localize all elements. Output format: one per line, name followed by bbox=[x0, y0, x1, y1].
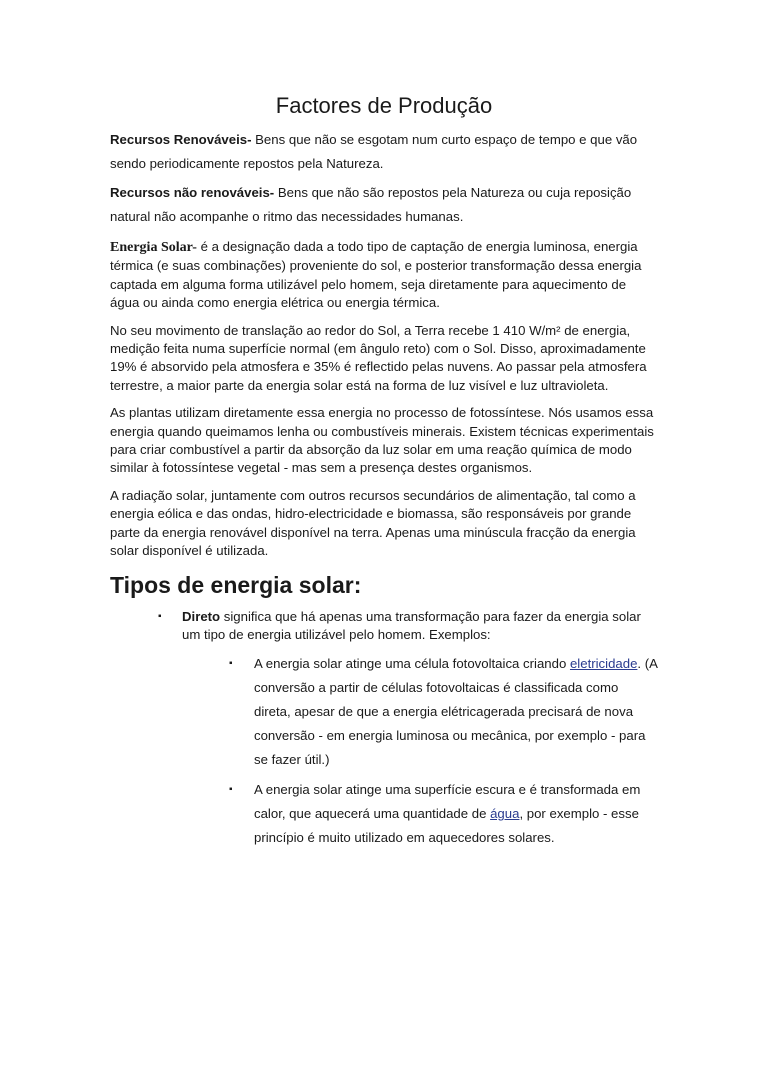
definition-text: Bens que não são repostos pela Natureza ou cuja reposição natural não acompanhe o ritmo das necessidades humanas. bbox=[110, 185, 632, 224]
page-title: Factores de Produção bbox=[275, 93, 493, 118]
definition-term: Recursos Renováveis- bbox=[110, 132, 252, 147]
link-agua[interactable]: água bbox=[490, 806, 520, 822]
section-heading: Tipos de energia solar: bbox=[110, 571, 362, 598]
document-content bbox=[110, 92, 658, 854]
square-bullet-icon: ▪ bbox=[158, 610, 162, 622]
list-item-direct bbox=[110, 608, 658, 645]
square-bullet-icon: ▪ bbox=[229, 784, 233, 796]
example-text: A energia solar atinge uma superfície escura e é transformada em calor, que aquecerá uma quantidade de bbox=[254, 782, 641, 822]
list-item-text bbox=[182, 609, 641, 642]
example-text: A energia solar atinge uma célula fotovoltaica criando bbox=[254, 656, 570, 672]
list-item-text bbox=[254, 656, 657, 767]
solar-energy-definition bbox=[110, 238, 658, 313]
list-item-example bbox=[110, 652, 658, 772]
definition-text: é a designação dada a todo tipo de captação de energia luminosa, energia térmica (e suas combinações) proveniente do sol, e posterior transformação dessa energia captada em alguma forma utilizável pelo homem, seja diretamente para aquecimento de água ou ainda como energia elétrica ou energia térmica. bbox=[110, 239, 642, 311]
list-item-text bbox=[254, 782, 640, 845]
list-item-term: Direto bbox=[182, 608, 221, 624]
energy-types-list bbox=[110, 608, 658, 851]
link-eletricidade[interactable]: eletricidade bbox=[569, 656, 638, 672]
paragraph-radiation: A radiação solar, juntamente com outros recursos secundários de alimentação, tal como a energia eólica e das ondas, hidro-electricidade e biomassa, são responsáveis por grande parte da energia renovável disponível na terra. Apenas uma minúscula fracção da energia solar disponível é utilizada. bbox=[110, 487, 636, 559]
square-bullet-icon: ▪ bbox=[229, 658, 233, 670]
example-text: , por exemplo - esse princípio é muito utilizado em aquecedores solares. bbox=[254, 806, 639, 846]
definition-term: Energia Solar- bbox=[110, 240, 197, 255]
definition-text: Bens que não se esgotam num curto espaço de tempo e que vão sendo periodicamente repostos pela Natureza. bbox=[110, 132, 638, 171]
paragraph-photosynthesis: As plantas utilizam diretamente essa energia no processo de fotossíntese. Nós usamos essa energia quando queimamos lenha ou combustíveis minerais. Existem técnicas experimentais para criar combustível a partir da absorção da luz solar em uma reação química de modo similar à fotossíntese vegetal - mas sem a presença destes organismos. bbox=[110, 405, 654, 476]
list-item-description: significa que há apenas uma transformação para fazer da energia solar um tipo de energia utilizável pelo homem. Exemplos: bbox=[182, 608, 641, 642]
definition-renewable bbox=[110, 128, 658, 175]
example-text: . (A conversão a partir de células fotovoltaicas é classificada como direta, apesar de que a energia elétricagerada precisará de nova conversão - em energia luminosa ou mecânica, por exemplo - para se fazer útil.) bbox=[254, 656, 658, 768]
list-item-example bbox=[110, 778, 658, 850]
definition-term: Recursos não renováveis- bbox=[110, 185, 275, 200]
paragraph-translation: No seu movimento de translação ao redor do Sol, a Terra recebe 1 410 W/m² de energia, medição feita numa superfície normal (em ângulo reto) com o Sol. Disso, aproximadamente 19% é absorvido pela atmosfera e 35% é reflectido pelas nuvens. Ao passar pela atmosfera terrestre, a maior parte da energia solar está na forma de luz visível e luz ultravioleta. bbox=[110, 322, 647, 393]
definition-nonrenewable bbox=[110, 181, 658, 228]
